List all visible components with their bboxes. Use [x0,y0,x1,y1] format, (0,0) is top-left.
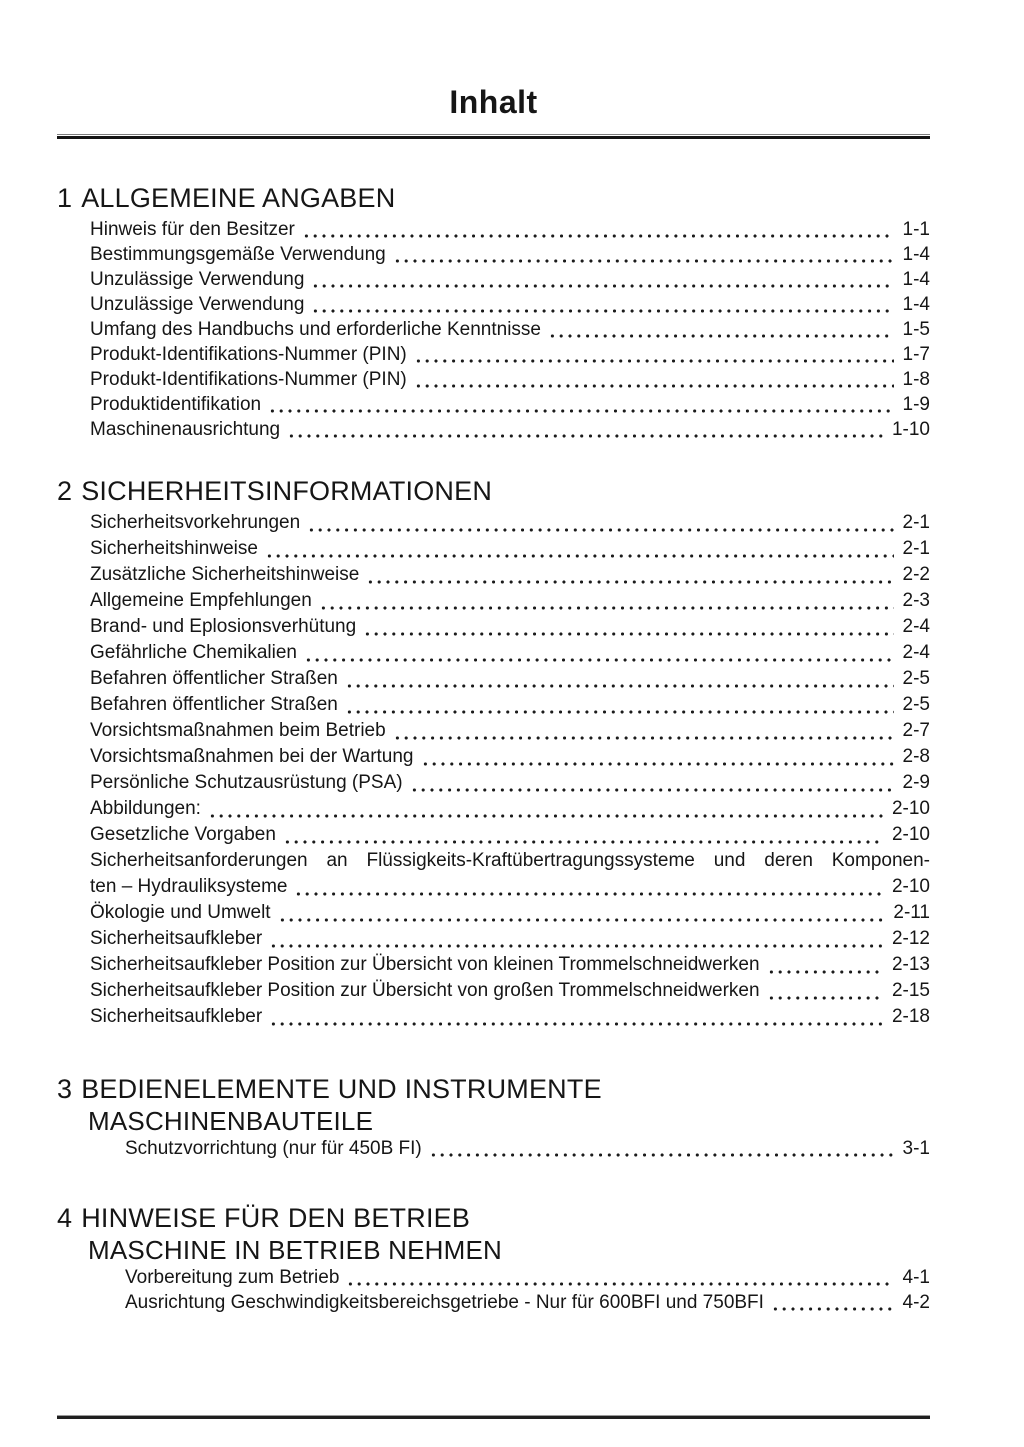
section-subheading: MASCHINE IN BETRIEB NEHMEN [88,1235,503,1265]
toc-entry-page: 2-3 [902,590,930,611]
toc-entry [90,614,930,640]
toc-entry-label: Bestimmungsgemäße Verwendung [90,244,386,265]
toc-entry-row [90,242,930,267]
toc-entry-label: Produktidentifikation [90,394,262,415]
toc-entry [90,588,930,614]
section-heading [57,181,930,215]
toc-entry-label: Gefährliche Chemikalien [90,642,297,663]
toc-entry-row [90,744,930,770]
dot-leader [412,342,894,367]
toc-entry [90,367,930,392]
toc-entry-label: Befahren öffentlicher Straßen [90,668,338,689]
toc-entry-label: Zusätzliche Sicherheitshinweise [90,564,360,585]
toc-entry-page: 2-4 [902,616,930,637]
toc-entry-label: Sicherheitshinweise [90,538,258,559]
toc-entry-list [125,1265,930,1315]
toc-entry [90,900,930,926]
toc-entry-page: 2-12 [891,928,930,949]
toc-entry-page: 2-5 [902,694,930,715]
toc-entry-row [90,562,930,588]
toc-entry-page: 1-4 [902,269,930,290]
dot-leader [206,796,883,822]
toc-entry-label: ten – Hydrauliksysteme [90,876,288,897]
toc-entry-label: Produkt-Identifikations-Nummer (PIN) [90,369,407,390]
toc-entry-page: 2-8 [902,746,930,767]
toc-entry [90,796,930,822]
toc-entry-page: 1-9 [902,394,930,415]
toc-entry-label: Sicherheitsaufkleber [90,1006,263,1027]
section-number: 2 [57,476,73,506]
toc-entry [90,952,930,978]
toc-entry [90,666,930,692]
toc-entry-page: 2-4 [902,642,930,663]
toc-entry [90,417,930,442]
dot-leader [361,614,893,640]
section-heading [57,474,930,508]
dot-leader [391,242,894,267]
toc-entry-list [125,1136,930,1161]
dot-leader [317,588,894,614]
toc-entry-row [125,1136,930,1161]
toc-entry-page: 1-4 [902,244,930,265]
toc-entry-page: 1-7 [902,344,930,365]
toc-entry [90,978,930,1004]
toc-entry-page: 2-15 [891,980,930,1001]
dot-leader [263,536,894,562]
toc-entry-label: Befahren öffentlicher Straßen [90,694,338,715]
toc-entry-row [125,1265,930,1290]
toc-entry [90,342,930,367]
toc-entry-page: 1-1 [902,219,930,240]
toc-entry [90,510,930,536]
toc-entry-page: 2-1 [902,538,930,559]
toc-entry-label: Vorsichtsmaßnahmen bei der Wartung [90,746,414,767]
toc-entry [90,926,930,952]
toc-entry-row [90,666,930,692]
toc-entry-page: 2-10 [891,876,930,897]
dot-leader [343,666,894,692]
toc-entry [90,217,930,242]
dot-leader [305,510,893,536]
toc-entry [90,292,930,317]
section-title: SICHERHEITSINFORMATIONEN [81,476,493,506]
dot-leader [769,1290,894,1315]
toc-entry-page: 2-10 [891,798,930,819]
dot-leader [281,822,883,848]
toc-entry [90,822,930,848]
toc-entry [90,692,930,718]
toc-entry-row [90,640,930,666]
toc-section [57,181,930,442]
dot-leader [419,744,894,770]
dot-leader [344,1265,893,1290]
section-title: ALLGEMEINE ANGABEN [81,183,396,213]
toc-entry-label: Umfang des Handbuchs und erforderliche Kenntnisse [90,319,541,340]
toc-entry-page: 2-10 [891,824,930,845]
toc-entry-row [90,217,930,242]
toc-entry-label: Maschinenausrichtung [90,419,281,440]
toc-entry-row [90,614,930,640]
toc-entry-page: 4-1 [902,1267,930,1288]
toc-entry-label: Unzulässige Verwendung [90,269,305,290]
toc-entry [90,242,930,267]
toc-entry [90,848,930,900]
section-number: 3 [57,1074,73,1104]
toc-entry [90,640,930,666]
toc-entry-row [90,692,930,718]
toc-entry-page: 2-2 [902,564,930,585]
bottom-rule [57,1415,930,1419]
toc-entry-label: Sicherheitsaufkleber Position zur Übersicht von kleinen Trommelschneidwerken [90,954,760,975]
toc-entry-row [90,874,930,900]
toc-entry-row [90,367,930,392]
toc-entry-row [90,292,930,317]
toc-entry-row [90,718,930,744]
toc-section [57,1201,930,1315]
toc-entry-label: Ökologie und Umwelt [90,902,271,923]
toc-entry-page: 1-4 [902,294,930,315]
toc-entry-label: Brand- und Eplosionsverhütung [90,616,357,637]
section-number: 1 [57,183,73,213]
top-rule [57,134,930,139]
toc-entry-page: 2-9 [902,772,930,793]
toc-entry [90,536,930,562]
toc-entry [90,267,930,292]
toc-entry-label: Sicherheitsaufkleber [90,928,263,949]
dot-leader [364,562,893,588]
toc-entry-row [90,342,930,367]
toc-entry [125,1290,930,1315]
toc-entry-row [90,900,930,926]
dot-leader [300,217,894,242]
toc-entry-page: 2-11 [893,902,930,923]
toc-entry-row [125,1290,930,1315]
section-title: BEDIENELEMENTE UND INSTRUMENTE [81,1074,602,1104]
toc-entry-row [90,588,930,614]
section-heading [57,1072,930,1106]
toc-entry-page: 2-18 [891,1006,930,1027]
toc-entry-page: 1-8 [902,369,930,390]
section-heading [57,1201,930,1235]
toc-entry-row [90,770,930,796]
toc-section [57,1072,930,1161]
toc-entry-row [90,510,930,536]
dot-leader [765,978,883,1004]
toc-entry-page: 2-5 [902,668,930,689]
toc-entry-page: 1-5 [902,319,930,340]
toc-entry-row [90,926,930,952]
toc-entry-row [90,952,930,978]
toc-entry-label: Ausrichtung Geschwindigkeitsbereichsgetriebe - Nur für 600BFI und 750BFI [125,1292,764,1313]
dot-leader [343,692,894,718]
toc-entry-row [90,978,930,1004]
toc-entry-label: Hinweis für den Besitzer [90,219,295,240]
dot-leader [391,718,894,744]
toc-entry-label: Allgemeine Empfehlungen [90,590,312,611]
toc-entry-label: Sicherheitsaufkleber Position zur Übersicht von großen Trommelschneidwerken [90,980,760,1001]
toc-entry [90,718,930,744]
dot-leader [412,367,894,392]
dot-leader [292,874,883,900]
section-subheading: MASCHINENBAUTEILE [88,1106,374,1136]
toc-entry [90,770,930,796]
dot-leader [266,392,893,417]
toc-entry-page: 1-10 [891,419,930,440]
dot-leader [309,267,893,292]
toc-entry-label: Gesetzliche Vorgaben [90,824,276,845]
dot-leader [408,770,894,796]
dot-leader [276,900,885,926]
dot-leader [765,952,883,978]
toc-entry-page: 4-2 [902,1292,930,1313]
toc-entry-row [90,392,930,417]
toc-entry-row [90,822,930,848]
toc-entry-row [90,536,930,562]
toc-entry-list [90,217,930,442]
toc-entry [125,1136,930,1161]
toc-entry-label: Abbildungen: [90,798,201,819]
toc-sections [57,181,930,1315]
toc-entry-row [90,1004,930,1030]
toc-entry [125,1265,930,1290]
toc-entry [90,392,930,417]
toc-entry-row [90,796,930,822]
page-title: Inhalt [449,84,538,120]
toc-entry-label: Schutzvorrichtung (nur für 450B FI) [125,1138,422,1159]
toc-entry-row [90,267,930,292]
toc-entry-row [90,317,930,342]
toc-entry-page: 2-13 [891,954,930,975]
toc-entry-label: Persönliche Schutzausrüstung (PSA) [90,772,403,793]
toc-entry [90,1004,930,1030]
toc-entry [90,317,930,342]
toc-entry-wrap-line: Sicherheitsanforderungen an Flüssigkeits-Kraftübertragungssysteme und deren Komponen- [90,850,930,871]
dot-leader [267,1004,883,1030]
toc-entry-label: Vorsichtsmaßnahmen beim Betrieb [90,720,386,741]
toc-entry [90,562,930,588]
toc-entry-page: 3-1 [902,1138,930,1159]
dot-leader [546,317,894,342]
dot-leader [427,1136,894,1161]
toc-entry [90,744,930,770]
toc-entry-label: Produkt-Identifikations-Nummer (PIN) [90,344,407,365]
toc-entry-list [90,510,930,1030]
toc-entry-label: Unzulässige Verwendung [90,294,305,315]
toc-entry-label: Vorbereitung zum Betrieb [125,1267,340,1288]
toc-entry-page: 2-1 [902,512,930,533]
section-title: HINWEISE FÜR DEN BETRIEB [81,1203,471,1233]
toc-entry-label: Sicherheitsvorkehrungen [90,512,301,533]
toc-entry-row [90,417,930,442]
dot-leader [302,640,894,666]
toc-entry-page: 2-7 [902,720,930,741]
dot-leader [309,292,893,317]
section-number: 4 [57,1203,73,1233]
dot-leader [267,926,883,952]
dot-leader [285,417,883,442]
toc-section [57,474,930,1030]
